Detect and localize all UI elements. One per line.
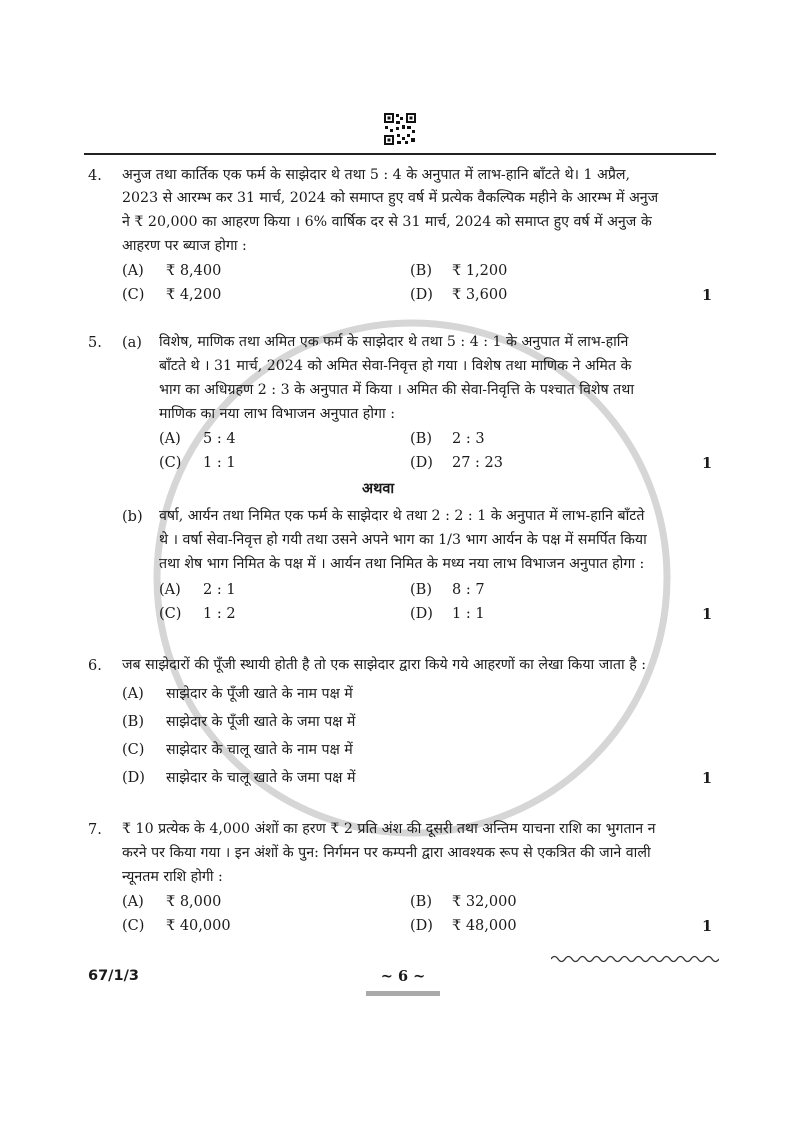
q5b-line-2: थे । वर्षा सेवा-निवृत्त हो गयी तथा उसने अपने भाग का 1/3 भाग आर्यन के पक्ष में समर्पित किया — [159, 532, 647, 548]
q5b-option-d: 1 : 1 — [452, 606, 485, 622]
q6-option-a-label: (A) — [122, 686, 144, 702]
q6-option-b-label: (B) — [122, 714, 144, 730]
q4-marks: 1 — [702, 287, 713, 304]
q5b-marks: 1 — [702, 606, 713, 623]
q6-option-b: साझेदार के पूँजी खाते के जमा पक्ष में — [166, 714, 356, 730]
q4-option-b-label: (B) — [410, 263, 432, 279]
top-rule — [84, 153, 716, 155]
q7-option-d: ₹ 48,000 — [452, 918, 517, 934]
q7-line-1: ₹ 10 प्रत्येक के 4,000 अंशों का हरण ₹ 2 प्रति अंश की दूसरी तथा अन्तिम याचना राशि का भुगतान न — [122, 821, 656, 837]
q5a-line-3: भाग का अधिग्रहण 2 : 3 के अनुपात में किया । अमित की सेवा-निवृत्ति के पश्चात विशेष तथा — [159, 382, 635, 398]
page-number: ~ 6 ~ — [380, 968, 426, 985]
paper-code: 67/1/3 — [88, 968, 139, 984]
or-separator: अथवा — [362, 480, 395, 497]
q5a-line-2: बाँटते थे । 31 मार्च, 2024 को अमित सेवा-निवृत्त हो गया । विशेष तथा माणिक ने अमित के — [159, 358, 632, 374]
q5b-option-b: 8 : 7 — [452, 582, 485, 598]
q7-option-a: ₹ 8,000 — [166, 894, 222, 910]
q7-number: 7. — [88, 822, 102, 838]
q5-number: 5. — [88, 335, 102, 351]
q6-option-a: साझेदार के पूँजी खाते के नाम पक्ष में — [166, 686, 353, 702]
q5a-option-b: 2 : 3 — [452, 431, 485, 447]
q6-marks: 1 — [702, 770, 713, 787]
q5a-option-a-label: (A) — [159, 431, 181, 447]
q5a-line-1: विशेष, माणिक तथा अमित एक फर्म के साझेदार थे तथा 5 : 4 : 1 के अनुपात में लाभ-हानि — [159, 334, 629, 350]
q5b-option-b-label: (B) — [410, 582, 432, 598]
q7-option-b-label: (B) — [410, 894, 432, 910]
q7-option-c: ₹ 40,000 — [166, 918, 231, 934]
q7-line-2: करने पर किया गया । इन अंशों के पुन: निर्गमन पर कम्पनी द्वारा आवश्यक रूप से एकत्रित की जाने वाली — [122, 845, 651, 861]
q6-option-c: साझेदार के चालू खाते के नाम पक्ष में — [166, 742, 353, 758]
q4-option-d: ₹ 3,600 — [452, 287, 508, 303]
q7-option-a-label: (A) — [122, 894, 144, 910]
q4-option-d-label: (D) — [410, 287, 433, 303]
q7-marks: 1 — [702, 918, 713, 935]
q5a-option-d-label: (D) — [410, 455, 433, 471]
qr-code-icon — [383, 112, 417, 146]
q5a-option-c: 1 : 1 — [203, 455, 236, 471]
q5b-option-d-label: (D) — [410, 606, 433, 622]
wavy-divider — [551, 953, 719, 965]
page-number-underline — [366, 991, 440, 996]
q5b-option-a: 2 : 1 — [203, 582, 236, 598]
q5a-label: (a) — [122, 335, 142, 351]
q5a-option-a: 5 : 4 — [203, 431, 236, 447]
q4-option-b: ₹ 1,200 — [452, 263, 508, 279]
q7-option-d-label: (D) — [410, 918, 433, 934]
q5b-option-c-label: (C) — [159, 606, 182, 622]
q5b-label: (b) — [122, 509, 143, 525]
q7-line-3: न्यूनतम राशि होगी : — [122, 869, 223, 885]
q4-line-4: आहरण पर ब्याज होगा : — [122, 238, 247, 254]
q5b-line-1: वर्षा, आर्यन तथा निमित एक फर्म के साझेदार थे तथा 2 : 2 : 1 के अनुपात में लाभ-हानि बाँटते — [159, 508, 645, 524]
q4-number: 4. — [88, 168, 102, 184]
q4-option-a: ₹ 8,400 — [166, 263, 222, 279]
q6-number: 6. — [88, 658, 102, 674]
q5a-line-4: माणिक का नया लाभ विभाजन अनुपात होगा : — [159, 406, 395, 422]
q4-option-a-label: (A) — [122, 263, 144, 279]
q7-option-b: ₹ 32,000 — [452, 894, 517, 910]
q4-line-2: 2023 से आरम्भ कर 31 मार्च, 2024 को समाप्त हुए वर्ष में प्रत्येक वैकल्पिक महीने के आरम्भ में अनुज — [122, 190, 659, 206]
q6-option-d-label: (D) — [122, 770, 145, 786]
q5a-option-d: 27 : 23 — [452, 455, 504, 471]
q5b-option-c: 1 : 2 — [203, 606, 236, 622]
q6-option-d: साझेदार के चालू खाते के जमा पक्ष में — [166, 770, 356, 786]
q5a-option-b-label: (B) — [410, 431, 432, 447]
q5a-option-c-label: (C) — [159, 455, 182, 471]
q5a-marks: 1 — [702, 455, 713, 472]
q6-option-c-label: (C) — [122, 742, 145, 758]
q6-text: जब साझेदारों की पूँजी स्थायी होती है तो एक साझेदार द्वारा किये गये आहरणों का लेखा किया जाता है : — [122, 657, 647, 673]
q7-option-c-label: (C) — [122, 918, 145, 934]
q4-line-3: ने ₹ 20,000 का आहरण किया । 6% वार्षिक दर से 31 मार्च, 2024 को समाप्त हुए वर्ष में अनुज के — [122, 214, 652, 230]
q4-line-1: अनुज तथा कार्तिक एक फर्म के साझेदार थे तथा 5 : 4 के अनुपात में लाभ-हानि बाँटते थे। 1 अप्रैल, — [122, 167, 631, 183]
q5b-option-a-label: (A) — [159, 582, 181, 598]
q4-option-c-label: (C) — [122, 287, 145, 303]
q4-option-c: ₹ 4,200 — [166, 287, 222, 303]
q5b-line-3: तथा शेष भाग निमित के पक्ष में । आर्यन तथा निमित के मध्य नया लाभ विभाजन अनुपात होगा : — [159, 556, 645, 572]
